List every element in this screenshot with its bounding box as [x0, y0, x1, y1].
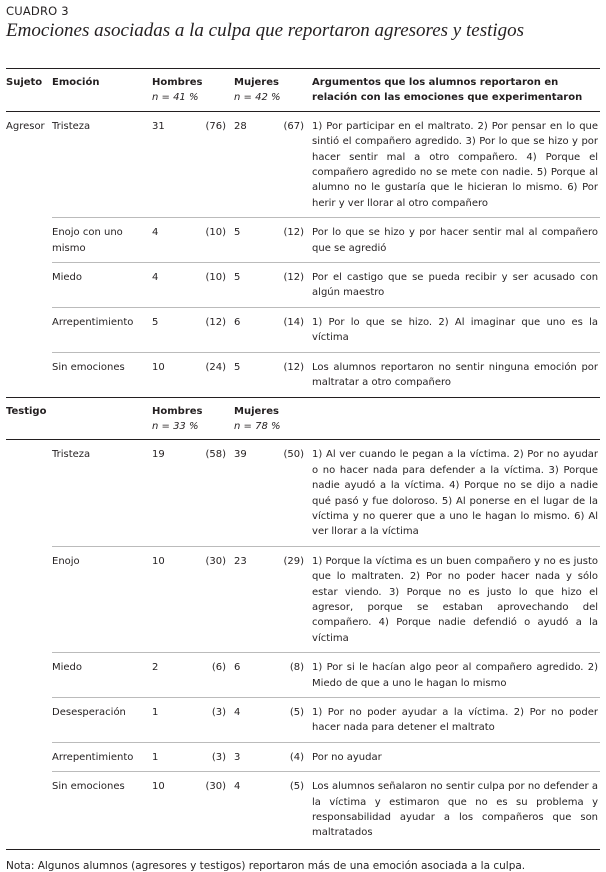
row-argument: 1) Al ver cuando le pegan a la víctima. 2) Por no ayudar o no hacer nada para defender a la víctima. 3) Porque nadie ayudó a la víctima. 4) Porque no se dijo a nadie qué pasó y fue doloroso. 5) Al ponerse en el lugar de la víctima y no querer que a uno le hagan lo mismo. 6) Al ver llorar a la víctima: [312, 440, 600, 546]
row-subject: [6, 546, 52, 652]
row-mujeres-count: 6: [234, 653, 264, 698]
row-hombres-pct: (10): [182, 263, 234, 308]
table-row: [6, 742, 600, 771]
row-hombres-count: 19: [152, 440, 182, 546]
row-hombres-count: 4: [152, 263, 182, 308]
row-emotion: Arrepentimiento: [52, 307, 152, 352]
table-row: [6, 307, 600, 352]
row-hombres-pct: (30): [182, 546, 234, 652]
header-mujeres: [234, 397, 312, 440]
row-mujeres-pct: (14): [264, 307, 312, 352]
row-hombres-count: 4: [152, 218, 182, 263]
row-subject: [6, 218, 52, 263]
table-row: [6, 698, 600, 743]
table-label: CUADRO 3: [6, 4, 69, 18]
row-emotion: Miedo: [52, 653, 152, 698]
table-row: [6, 546, 600, 652]
row-hombres-pct: (58): [182, 440, 234, 546]
row-emotion: Enojo: [52, 546, 152, 652]
header-sujeto: Sujeto: [6, 77, 43, 88]
row-hombres-pct: (3): [182, 742, 234, 771]
row-emotion: Tristeza: [52, 111, 152, 217]
row-argument: Los alumnos señalaron no sentir culpa por no defender a la víctima y estimaron que no es su problema y responsabilidad ayudar a los compañeros que son maltratados: [312, 781, 599, 839]
row-subject: [6, 307, 52, 352]
row-hombres-pct: (30): [205, 781, 227, 793]
header-hombres-n: n = 41 %: [152, 92, 199, 104]
header-hombres-label: Hombres: [152, 405, 203, 417]
header-hombres-n: n = 33 %: [152, 420, 199, 432]
row-mujeres-pct: (5): [264, 698, 312, 743]
row-argument: 1) Por no poder ayudar a la víctima. 2) Por no poder hacer nada para detener el maltrato: [312, 698, 600, 743]
row-emotion: Sin emociones: [52, 361, 125, 373]
row-argument: 1) Por participar en el maltrato. 2) Por pensar en lo que sintió el compañero agredido. 3) Por lo que se hizo y por hacer sentir mal a otro compañero. 4) Porque el compañero agredido no se mete con nadie. 5) Porque al alumno no le gustaría que le hicieran lo mismo. 6) Por herir y ver llorar al otro compañero: [312, 111, 600, 217]
row-hombres-pct: (3): [182, 698, 234, 743]
row-argument: Por no ayudar: [312, 742, 600, 771]
row-mujeres-count: 39: [234, 440, 264, 546]
row-emotion: Sin emociones: [52, 781, 125, 793]
row-hombres-count: 1: [152, 742, 182, 771]
row-subject: [6, 653, 52, 698]
header-mujeres-n: n = 78 %: [234, 420, 281, 432]
table-note: Nota: Algunos alumnos (agresores y testigos) reportaron más de una emoción asociada a la culpa.: [6, 849, 600, 872]
row-hombres-count: 5: [152, 307, 182, 352]
section-header-agresor: [6, 69, 600, 112]
table-row: [6, 111, 600, 217]
table-row: [6, 772, 600, 847]
row-mujeres-count: 5: [234, 361, 241, 373]
header-mujeres-label: Mujeres: [234, 77, 279, 88]
row-emotion: Enojo con uno mismo: [52, 218, 152, 263]
row-mujeres-pct: (12): [264, 218, 312, 263]
header-hombres: [152, 69, 234, 112]
row-hombres-pct: (76): [182, 111, 234, 217]
row-hombres-pct: (24): [205, 361, 227, 373]
header-emocion: Emoción: [52, 77, 100, 88]
row-mujeres-count: 5: [234, 218, 264, 263]
row-mujeres-pct: (50): [264, 440, 312, 546]
row-subject: [6, 698, 52, 743]
row-mujeres-pct: (67): [264, 111, 312, 217]
row-mujeres-count: 3: [234, 742, 264, 771]
row-hombres-count: 2: [152, 653, 182, 698]
row-mujeres-count: 5: [234, 263, 264, 308]
header-mujeres-label: Mujeres: [234, 405, 279, 417]
row-hombres-count: 10: [152, 781, 165, 793]
row-hombres-count: 10: [152, 361, 165, 373]
row-subject: [6, 772, 52, 847]
table-row: [6, 218, 600, 263]
row-emotion: Tristeza: [52, 440, 152, 546]
header-argumentos: Argumentos que los alumnos reportaron en relación con las emociones que experimentaron: [312, 77, 583, 104]
row-subject: Agresor: [6, 120, 45, 132]
row-subject: [6, 352, 52, 397]
row-argument: Por lo que se hizo y por hacer sentir mal al compañero que se agredió: [312, 218, 600, 263]
row-hombres-pct: (10): [182, 218, 234, 263]
table-row: [6, 653, 600, 698]
table-row: [6, 263, 600, 308]
row-argument: 1) Por lo que se hizo. 2) Al imaginar que uno es la víctima: [312, 307, 600, 352]
row-argument: Por el castigo que se pueda recibir y ser acusado con algún maestro: [312, 263, 600, 308]
row-argument: Los alumnos reportaron no sentir ninguna emoción por maltratar a otro compañero: [312, 361, 599, 389]
section-header-testigo: [6, 397, 600, 440]
row-argument: 1) Porque la víctima es un buen compañero y no es justo que lo maltraten. 2) Por no poder hacer nada y sólo estar viendo. 3) Porque no es justo lo que hizo el agresor, porque se estaban aprovechando del compañero. 4) Porque nadie defendió o ayudó a la víctima: [312, 546, 600, 652]
row-hombres-count: 31: [152, 111, 182, 217]
header-mujeres: [234, 69, 312, 112]
header-argumentos-empty: [312, 397, 600, 440]
row-subject: [6, 742, 52, 771]
row-subject: [6, 440, 52, 546]
row-mujeres-pct: (12): [283, 361, 305, 373]
table-row: [6, 440, 600, 546]
section-subject: Testigo: [6, 405, 47, 417]
row-mujeres-pct: (4): [264, 742, 312, 771]
row-emotion: Desesperación: [52, 698, 152, 743]
row-hombres-count: 1: [152, 698, 182, 743]
table-row: [6, 352, 600, 397]
header-mujeres-n: n = 42 %: [234, 92, 281, 104]
row-argument: 1) Por si le hacían algo peor al compañero agredido. 2) Miedo de que a uno le hagan lo mismo: [312, 653, 600, 698]
row-subject: [6, 263, 52, 308]
header-hombres: [152, 397, 234, 440]
row-mujeres-count: 4: [234, 781, 241, 793]
emotions-table: [6, 68, 600, 847]
row-mujeres-pct: (5): [289, 781, 305, 793]
row-mujeres-count: 28: [234, 111, 264, 217]
row-hombres-pct: (6): [182, 653, 234, 698]
row-mujeres-pct: (8): [264, 653, 312, 698]
header-hombres-label: Hombres: [152, 77, 203, 88]
row-mujeres-pct: (29): [264, 546, 312, 652]
row-hombres-count: 10: [152, 546, 182, 652]
row-emotion: Miedo: [52, 263, 152, 308]
row-mujeres-count: 23: [234, 546, 264, 652]
row-emotion: Arrepentimiento: [52, 742, 152, 771]
row-mujeres-count: 6: [234, 307, 264, 352]
row-hombres-pct: (12): [182, 307, 234, 352]
row-mujeres-pct: (12): [264, 263, 312, 308]
table-title: Emociones asociadas a la culpa que reportaron agresores y testigos: [6, 20, 525, 41]
row-mujeres-count: 4: [234, 698, 264, 743]
